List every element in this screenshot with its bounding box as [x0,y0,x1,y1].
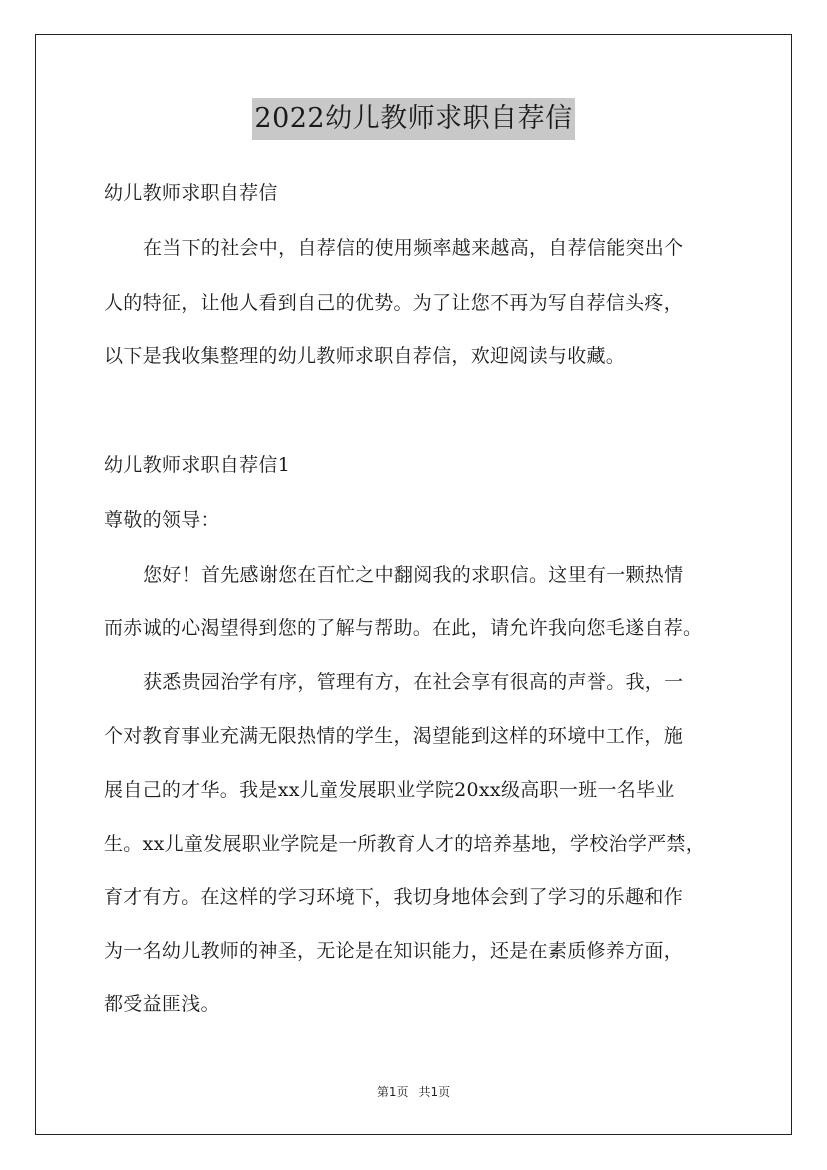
salutation: 尊敬的领导： [104,509,220,531]
paragraph-line: 您好！首先感谢您在百忙之中翻阅我的求职信。这里有一颗热情 [143,564,684,586]
paragraph-line: 育才有方。在这样的学习环境下，我切身地体会到了学习的乐趣和作 [104,886,684,908]
page-footer [0,1084,827,1100]
page-total: 共1页 [418,1085,451,1099]
document-title: 2022幼儿教师求职自荐信 [252,98,574,140]
paragraph-line: 为一名幼儿教师的神圣，无论是在知识能力，还是在素质修养方面， [104,940,684,962]
paragraph-line: 获悉贵园治学有序，管理有方，在社会享有很高的声誉。我，一 [143,671,684,693]
intro-line: 在当下的社会中，自荐信的使用频率越来越高，自荐信能突出个 [143,237,684,259]
subtitle: 幼儿教师求职自荐信 [104,182,278,204]
section-heading: 幼儿教师求职自荐信1 [104,454,291,476]
title-container [0,98,827,140]
paragraph-line: 生。xx儿童发展职业学院是一所教育人才的培养基地，学校治学严禁， [104,833,706,855]
intro-line: 人的特征，让他人看到自己的优势。为了让您不再为写自荐信头疼， [104,292,684,314]
paragraph-line: 都受益匪浅。 [104,993,220,1015]
page-number: 第1页 [376,1085,409,1099]
paragraph-line: 展自己的才华。我是xx儿童发展职业学院20xx级高职一班一名毕业 [104,779,675,801]
intro-line: 以下是我收集整理的幼儿教师求职自荐信，欢迎阅读与收藏。 [104,345,626,367]
paragraph-line: 个对教育事业充满无限热情的学生，渴望能到这样的环境中工作，施 [104,725,684,747]
paragraph-line: 而赤诚的心渴望得到您的了解与帮助。在此，请允许我向您毛遂自荐。 [104,617,703,639]
